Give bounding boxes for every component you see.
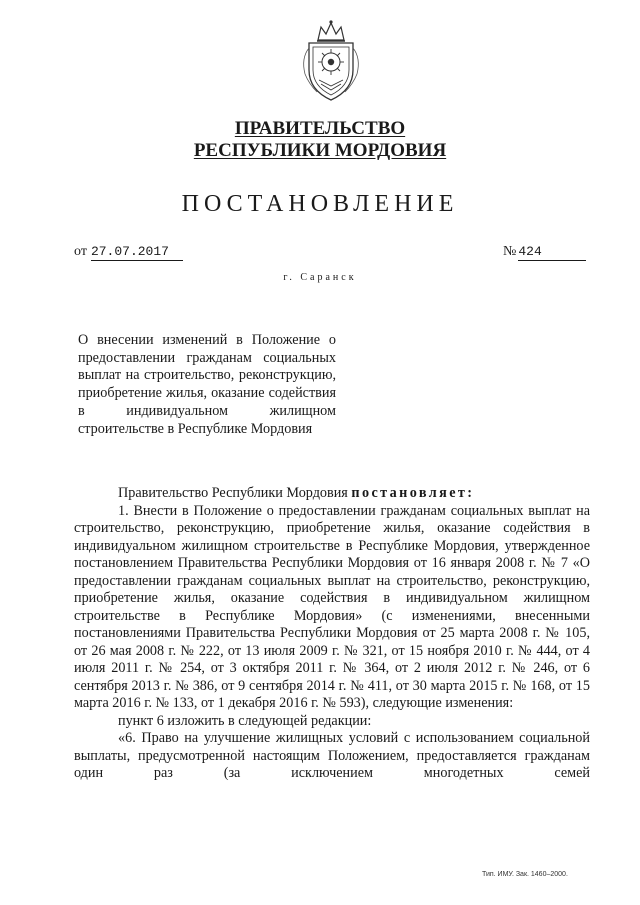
- preamble-text: Правительство Республики Мордовия: [118, 485, 348, 501]
- coat-of-arms-emblem: [297, 18, 365, 106]
- number-prefix: №: [503, 244, 517, 259]
- decree-keyword: постановляет:: [351, 485, 475, 501]
- document-type-title: ПОСТАНОВЛЕНИЕ: [181, 191, 459, 217]
- city-line: г. Саранск: [283, 272, 357, 283]
- date-value: 27.07.2017: [91, 244, 183, 261]
- document-body: [74, 485, 590, 783]
- paragraph-1: 1. Внести в Положение о предоставлении гражданам социальных выплат на строительство, реконструкцию, приобретение жилья, оказание содействия в индивидуальном жилищном строительстве в Республике Мордовия, утвержденное постановлением Правительства Республики Мордовия от 16 января 2008 г. № 7 «О предоставлении гражданам социальных выплат на строительство, реконструкцию, приобретение жилья, оказание содействия в индивидуальном жилищном строительстве в Республике Мордовия» (с изменениями, внесенными постановлениями Правительства Республики Мордовия от 25 марта 2008 г. № 105, от 26 мая 2008 г. № 222, от 13 июля 2009 г. № 321, от 15 ноября 2010 г. № 444, от 4 июля 2011 г. № 254, от 3 октября 2011 г. № 364, от 2 июля 2012 г. № 246, от 6 сентября 2013 г. № 386, от 9 сентября 2014 г. № 411, от 30 марта 2015 г. № 168, от 15 марта 2016 г. № 133, от 1 декабря 2016 г. № 593), следующие изменения:: [74, 502, 590, 711]
- number-value: 424: [518, 244, 586, 261]
- preamble: [74, 485, 590, 503]
- print-mark: Тип. ИМУ. Зак. 1460–2000.: [482, 871, 568, 878]
- paragraph-3: «6. Право на улучшение жилищных условий с использованием социальной выплаты, предусмотренной настоящим Положением, предоставляется гражданам один раз (за исключением многодетных семей: [74, 730, 590, 781]
- government-name-line2: РЕСПУБЛИКИ МОРДОВИЯ: [193, 140, 447, 161]
- document-subject: О внесении изменений в Положение о предоставлении гражданам социальных выплат на строительство, реконструкцию, приобретение жилья, оказание содействия в индивидуальном жилищном строительстве в Республике Мордовия: [78, 332, 336, 437]
- document-number: [503, 244, 586, 261]
- date-prefix: от: [74, 244, 87, 259]
- document-date: [74, 244, 183, 261]
- government-name-line1: ПРАВИТЕЛЬСТВО: [234, 118, 406, 139]
- paragraph-2: пункт 6 изложить в следующей редакции:: [118, 712, 372, 729]
